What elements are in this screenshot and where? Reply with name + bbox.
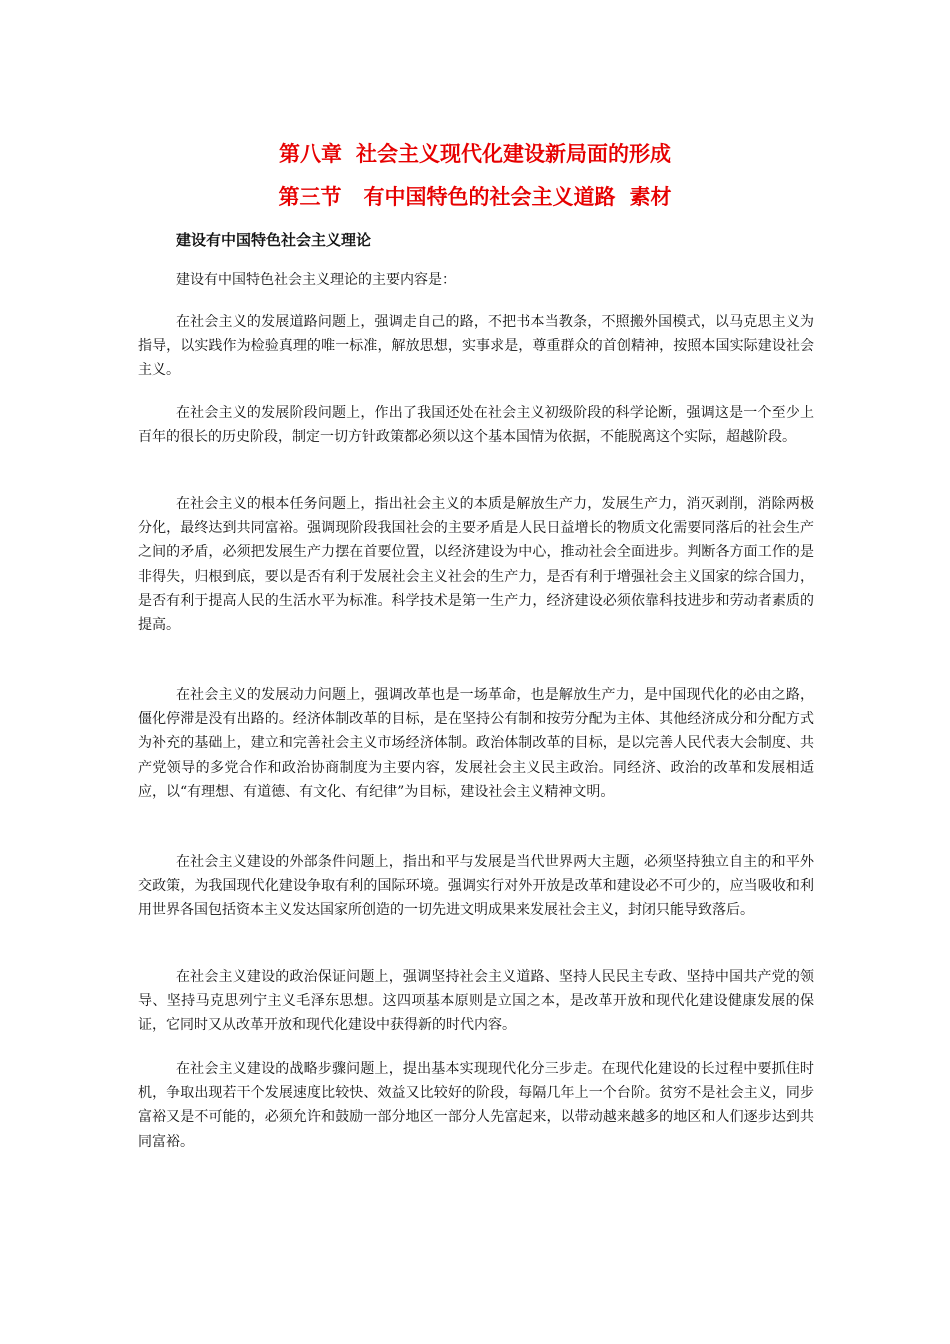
paragraph-intro: 建设有中国特色社会主义理论的主要内容是： (176, 272, 456, 288)
chapter-number: 第八章 (279, 142, 342, 166)
chapter-title (0, 140, 950, 168)
paragraph-political-guarantee: 在社会主义建设的政治保证问题上，强调坚持社会主义道路、坚持人民民主专政、坚持中国共产党的领导、坚持马克思列宁主义毛泽东思想。这四项基本原则是立国之本，是改革开放和现代化建设健康发展的保证，它同时又从改革开放和现代化建设中获得新的时代内容。 (138, 969, 814, 1034)
paragraph-fundamental-task: 在社会主义的根本任务问题上，指出社会主义的本质是解放生产力，发展生产力，消灭剥削，消除两极分化，最终达到共同富裕。强调现阶段我国社会的主要矛盾是人民日益增长的物质文化需要同落后的社会生产之间的矛盾，必须把发展生产力摆在首要位置，以经济建设为中心，推动社会全面进步。判断各方面工作的是非得失，归根到底，要以是否有利于发展社会主义社会的生产力，是否有利于增强社会主义国家的综合国力，是否有利于提高人民的生活水平为标准。科学技术是第一生产力，经济建设必须依靠科技进步和劳动者素质的提高。 (138, 496, 814, 634)
topic-heading: 建设有中国特色社会主义理论 (176, 231, 372, 249)
paragraph-strategic-steps: 在社会主义建设的战略步骤问题上，提出基本实现现代化分三步走。在现代化建设的长过程中要抓住时机，争取出现若干个发展速度比较快、效益又比较好的阶段，每隔几年上一个台阶。贫穷不是社会主义，同步富裕又是不可能的，必须允许和鼓励一部分地区一部分人先富起来，以带动越来越多的地区和人们逐步达到共同富裕。 (138, 1061, 814, 1150)
section-number: 第三节 (278, 185, 342, 209)
section-tag: 素材 (629, 185, 672, 209)
paragraph-development-driver: 在社会主义的发展动力问题上，强调改革也是一场革命，也是解放生产力，是中国现代化的必由之路，僵化停滞是没有出路的。经济体制改革的目标，是在坚持公有制和按劳分配为主体、其他经济成分和分配方式为补充的基础上，建立和完善社会主义市场经济体制。政治体制改革的目标，是以完善人民代表大会制度、共产党领导的多党合作和政治协商制度为主要内容，发展社会主义民主政治。同经济、政治的改革和发展相适应，以“有理想、有道德、有文化、有纪律”为目标，建设社会主义精神文明。 (138, 687, 814, 800)
paragraph-development-path: 在社会主义的发展道路问题上，强调走自己的路，不把书本当教条，不照搬外国模式，以马克思主义为指导，以实践作为检验真理的唯一标准，解放思想，实事求是，尊重群众的首创精神，按照本国实际建设社会主义。 (138, 314, 814, 379)
paragraph-development-stage: 在社会主义的发展阶段问题上，作出了我国还处在社会主义初级阶段的科学论断，强调这是一个至少上百年的很长的历史阶段，制定一切方针政策都必须以这个基本国情为依据，不能脱离这个实际，超越阶段。 (138, 405, 814, 446)
chapter-name: 社会主义现代化建设新局面的形成 (356, 142, 671, 166)
section-name: 有中国特色的社会主义道路 (363, 185, 616, 209)
section-title (0, 183, 950, 211)
paragraph-external-conditions: 在社会主义建设的外部条件问题上，指出和平与发展是当代世界两大主题，必须坚持独立自主的和平外交政策，为我国现代化建设争取有利的国际环境。强调实行对外开放是改革和建设必不可少的，应当吸收和利用世界各国包括资本主义发达国家所创造的一切先进文明成果来发展社会主义，封闭只能导致落后。 (138, 854, 814, 919)
